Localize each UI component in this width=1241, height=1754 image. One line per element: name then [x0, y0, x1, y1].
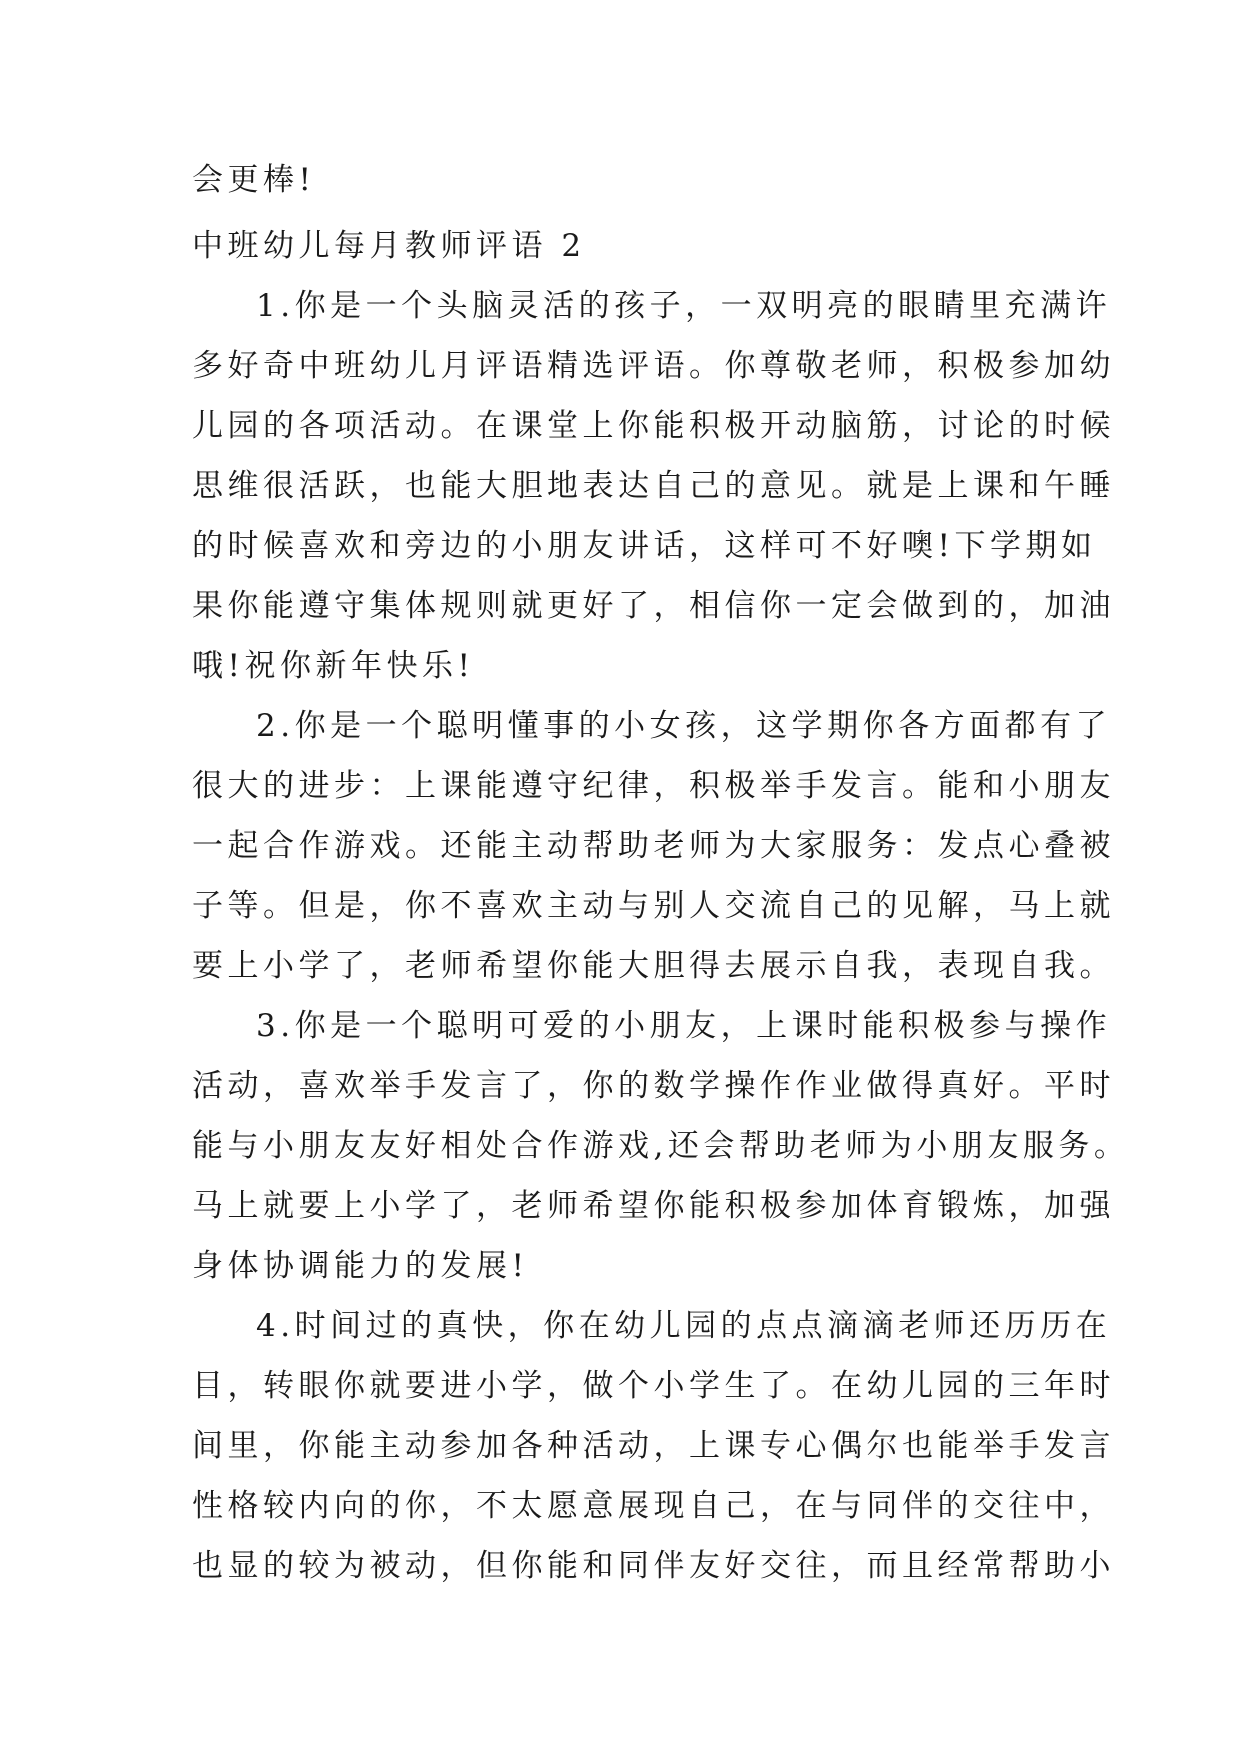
- paragraph-line: 2.你是一个聪明懂事的小女孩，这学期你各方面都有了: [256, 708, 1112, 744]
- section-heading: 中班幼儿每月教师评语 2: [192, 228, 586, 264]
- paragraph-line: 间里，你能主动参加各种活动，上课专心偶尔也能举手发言: [192, 1428, 1115, 1464]
- paragraph-line: 能与小朋友友好相处合作游戏,还会帮助老师为小朋友服务。: [192, 1128, 1130, 1164]
- paragraph-line: 4.时间过的真快，你在幼儿园的点点滴滴老师还历历在: [256, 1308, 1112, 1344]
- text-line: 会更棒!: [192, 162, 316, 198]
- paragraph-line: 性格较内向的你，不太愿意展现自己，在与同伴的交往中，: [192, 1488, 1115, 1524]
- paragraph-line: 马上就要上小学了，老师希望你能积极参加体育锻炼，加强: [192, 1188, 1115, 1224]
- paragraph-line: 子等。但是，你不喜欢主动与别人交流自己的见解，马上就: [192, 888, 1115, 924]
- paragraph-line: 哦!祝你新年快乐!: [192, 648, 475, 684]
- paragraph-line: 要上小学了，老师希望你能大胆得去展示自我，表现自我。: [192, 948, 1115, 984]
- paragraph-line: 果你能遵守集体规则就更好了，相信你一定会做到的，加油: [192, 588, 1115, 624]
- paragraph-line: 1.你是一个头脑灵活的孩子，一双明亮的眼睛里充满许: [256, 288, 1112, 324]
- paragraph-line: 身体协调能力的发展!: [192, 1248, 529, 1284]
- paragraph-line: 目，转眼你就要进小学，做个小学生了。在幼儿园的三年时: [192, 1368, 1115, 1404]
- paragraph-line: 的时候喜欢和旁边的小朋友讲话，这样可不好噢!下学期如: [192, 528, 1097, 564]
- paragraph-line: 活动，喜欢举手发言了，你的数学操作作业做得真好。平时: [192, 1068, 1115, 1104]
- paragraph-line: 也显的较为被动，但你能和同伴友好交往，而且经常帮助小: [192, 1548, 1115, 1584]
- paragraph-line: 儿园的各项活动。在课堂上你能积极开动脑筋，讨论的时候: [192, 408, 1115, 444]
- paragraph-line: 思维很活跃，也能大胆地表达自己的意见。就是上课和午睡: [192, 468, 1115, 504]
- paragraph-line: 很大的进步：上课能遵守纪律，积极举手发言。能和小朋友: [192, 768, 1115, 804]
- paragraph-line: 3.你是一个聪明可爱的小朋友，上课时能积极参与操作: [256, 1008, 1112, 1044]
- paragraph-line: 一起合作游戏。还能主动帮助老师为大家服务：发点心叠被: [192, 828, 1115, 864]
- paragraph-line: 多好奇中班幼儿月评语精选评语。你尊敬老师，积极参加幼: [192, 348, 1115, 384]
